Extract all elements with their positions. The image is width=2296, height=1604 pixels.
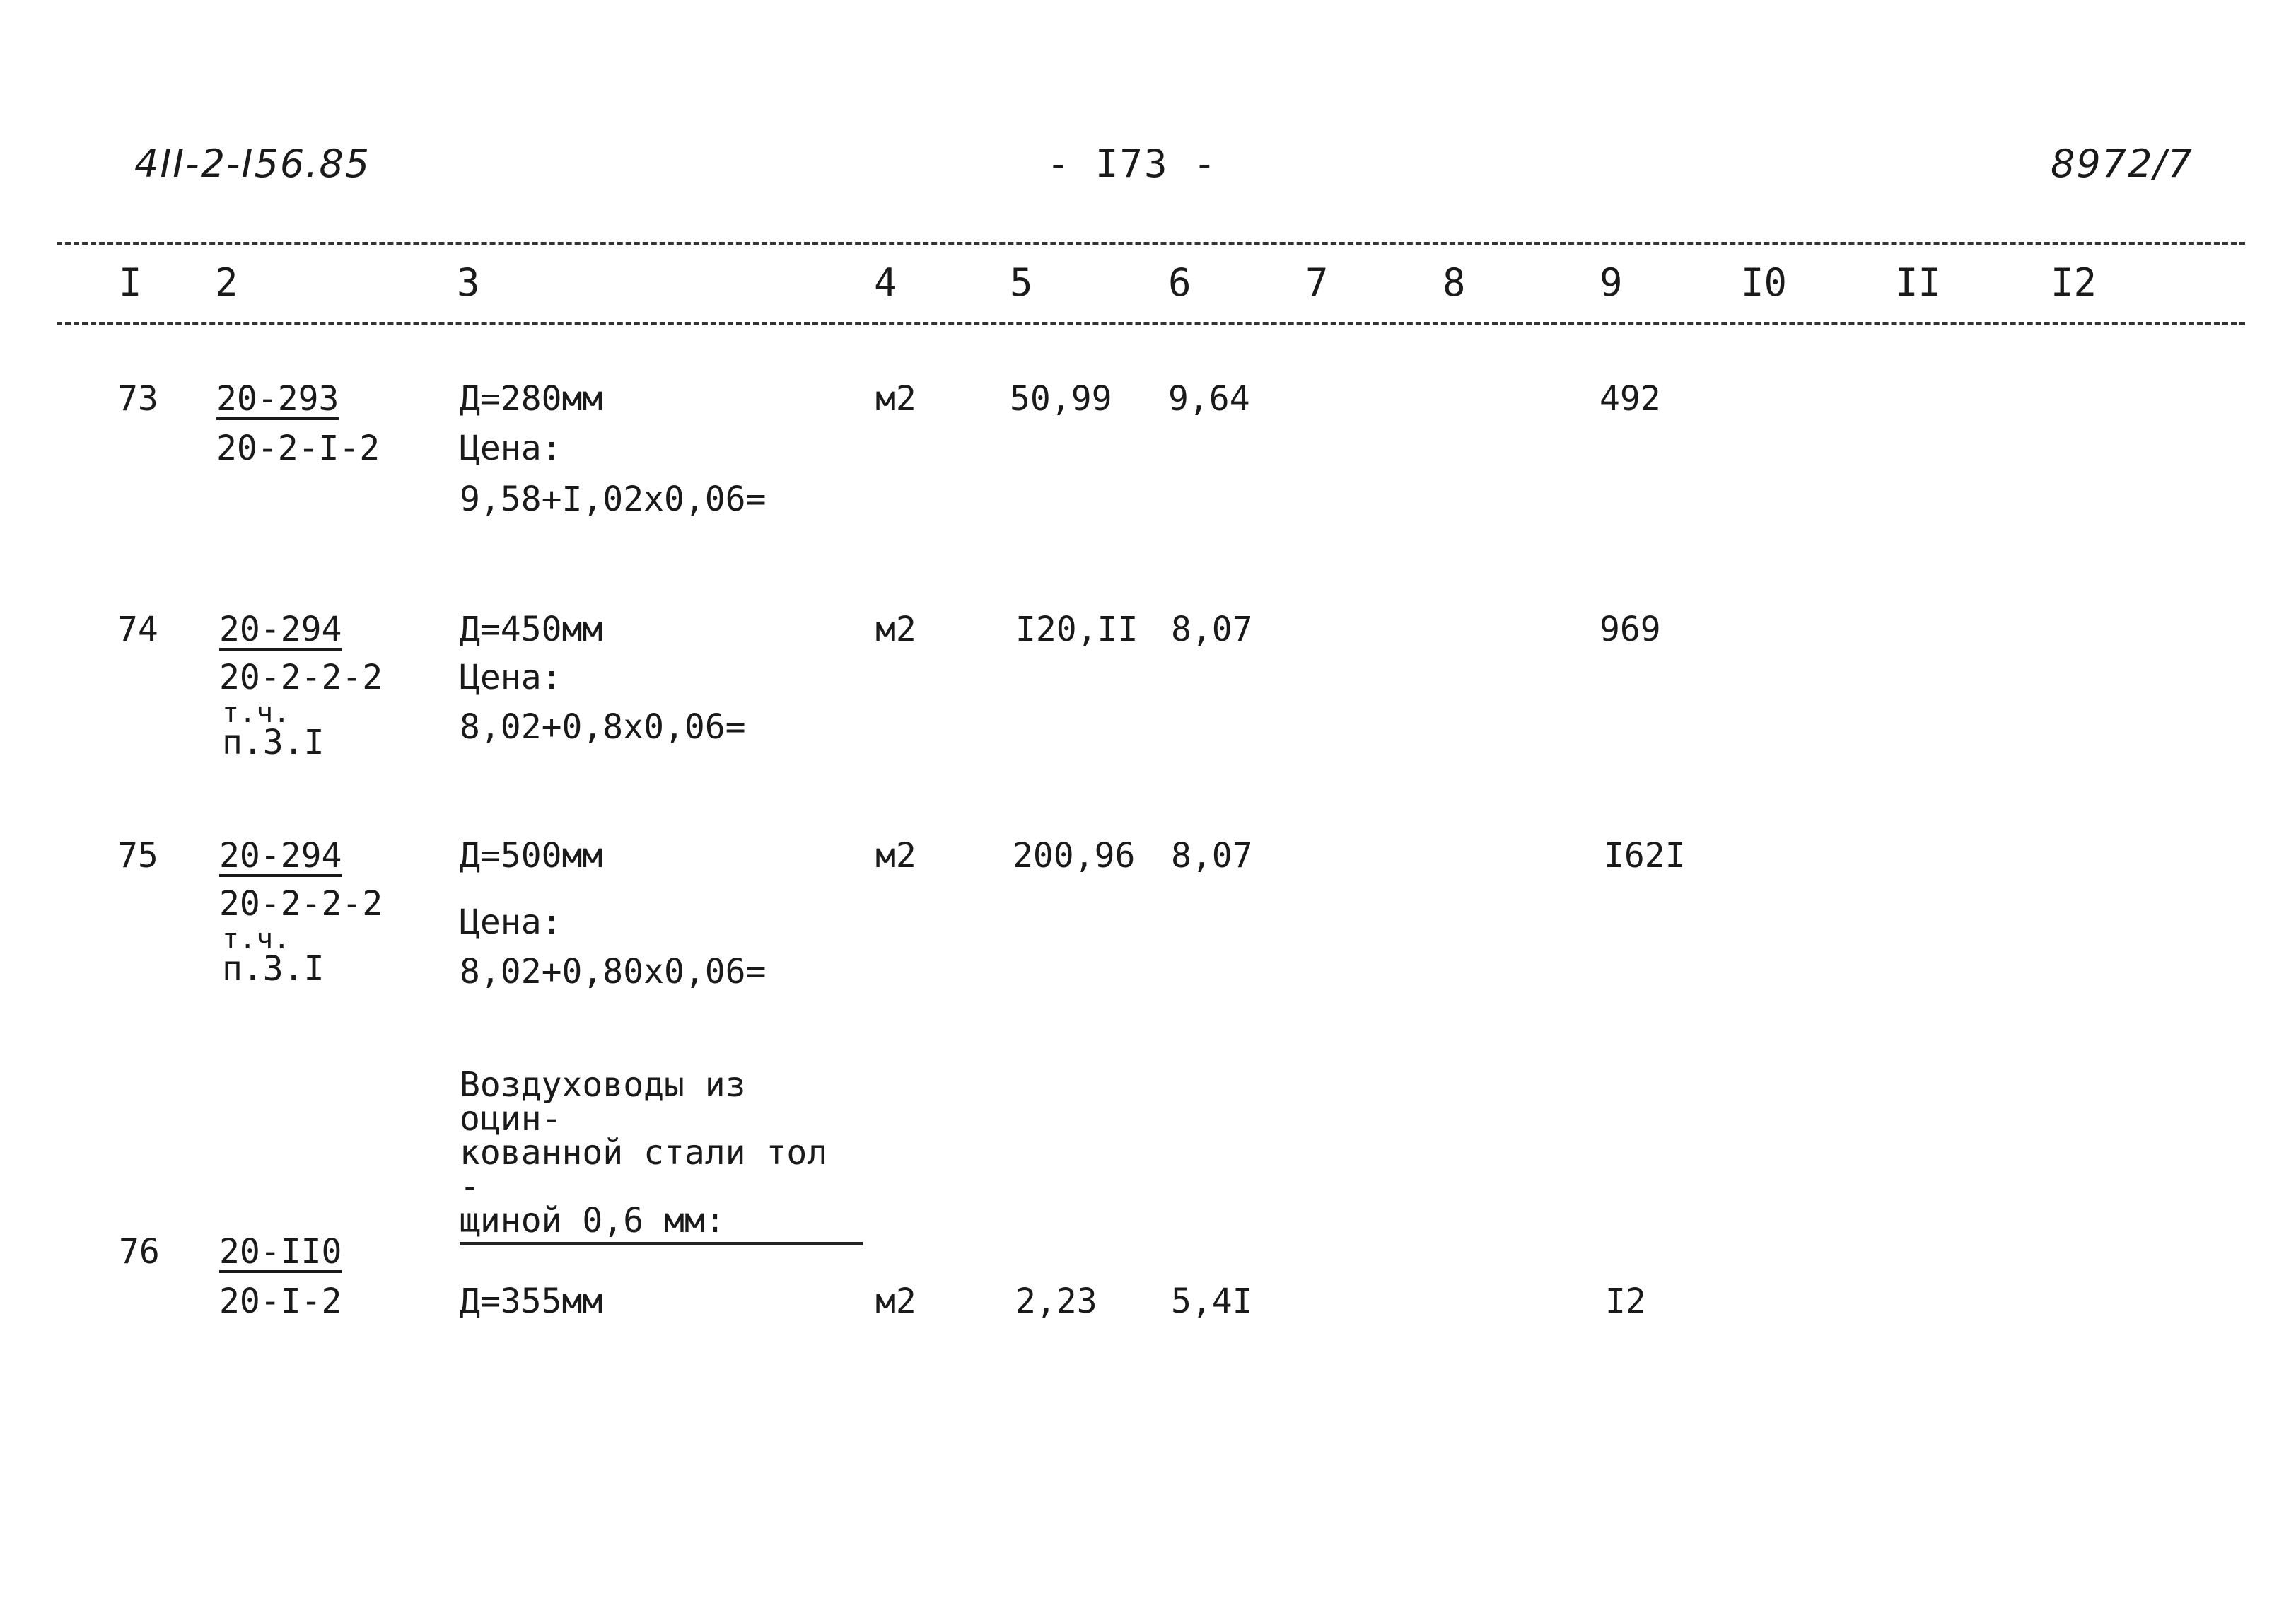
column-header-4: 4 xyxy=(874,260,897,305)
table-top-rule xyxy=(57,242,2245,245)
item-diameter: Д=280мм xyxy=(460,379,603,419)
total-cost: I62I xyxy=(1604,836,1686,876)
norm-reference: 20-2-2-2 xyxy=(219,658,383,697)
price-formula: 8,02+0,8x0,06= xyxy=(460,707,746,747)
norm-code: 20-294 xyxy=(219,836,342,876)
column-header-1: I xyxy=(119,260,142,305)
column-header-3: 3 xyxy=(457,260,480,305)
unit-price: 8,07 xyxy=(1171,610,1253,649)
total-cost: 969 xyxy=(1599,610,1661,649)
norm-code: 20-293 xyxy=(216,379,339,419)
row-number: 76 xyxy=(119,1232,160,1272)
code-note: т.ч. xyxy=(222,923,291,955)
price-formula: 9,58+I,02x0,06= xyxy=(460,480,767,519)
column-header-10: I0 xyxy=(1741,260,1788,305)
column-header-5: 5 xyxy=(1010,260,1033,305)
document-number: 4II-2-I56.85 xyxy=(134,141,371,186)
section-heading-line: кованной стали тол - xyxy=(460,1133,828,1207)
price-formula: 8,02+0,80x0,06= xyxy=(460,952,767,992)
norm-code: 20-II0 xyxy=(219,1232,342,1272)
code-note-clause: п.3.I xyxy=(222,949,325,989)
unit-price: 9,64 xyxy=(1168,379,1250,419)
total-cost: 492 xyxy=(1599,379,1661,419)
page-number: - I73 - xyxy=(1047,141,1218,186)
norm-reference: 20-2-2-2 xyxy=(219,884,383,924)
price-label: Цена: xyxy=(460,429,562,468)
quantity: 200,96 xyxy=(1013,836,1136,876)
row-number: 74 xyxy=(117,610,158,649)
item-diameter: Д=355мм xyxy=(460,1282,603,1321)
item-diameter: Д=500мм xyxy=(460,836,603,876)
price-label: Цена: xyxy=(460,658,562,697)
norm-reference: 20-I-2 xyxy=(219,1282,342,1321)
quantity: I20,II xyxy=(1015,610,1138,649)
table-header-rule xyxy=(57,322,2245,325)
total-cost: I2 xyxy=(1605,1282,1646,1321)
sheet-code: 8972/7 xyxy=(2051,141,2193,186)
column-header-9: 9 xyxy=(1599,260,1623,305)
unit: м2 xyxy=(875,610,916,649)
column-header-12: I2 xyxy=(2051,260,2097,305)
item-diameter: Д=450мм xyxy=(460,610,603,649)
unit: м2 xyxy=(875,836,916,876)
unit-price: 5,4I xyxy=(1171,1282,1253,1321)
column-header-6: 6 xyxy=(1168,260,1191,305)
unit: м2 xyxy=(875,379,916,419)
row-number: 75 xyxy=(117,836,158,876)
section-heading-line: Воздуховоды из оцин- xyxy=(460,1065,746,1139)
norm-code: 20-294 xyxy=(219,610,342,649)
column-header-11: II xyxy=(1895,260,1942,305)
code-note: т.ч. xyxy=(222,697,291,729)
section-heading xyxy=(460,1065,863,1245)
unit: м2 xyxy=(875,1282,916,1321)
quantity: 2,23 xyxy=(1015,1282,1097,1321)
column-header-2: 2 xyxy=(215,260,238,305)
row-number: 73 xyxy=(117,379,158,419)
section-heading-line: щиной 0,6 мм: xyxy=(460,1201,725,1240)
price-label: Цена: xyxy=(460,902,562,942)
code-note-clause: п.3.I xyxy=(222,723,325,762)
unit-price: 8,07 xyxy=(1171,836,1253,876)
column-header-8: 8 xyxy=(1443,260,1466,305)
column-header-7: 7 xyxy=(1305,260,1329,305)
quantity: 50,99 xyxy=(1010,379,1112,419)
norm-reference: 20-2-I-2 xyxy=(216,429,380,468)
